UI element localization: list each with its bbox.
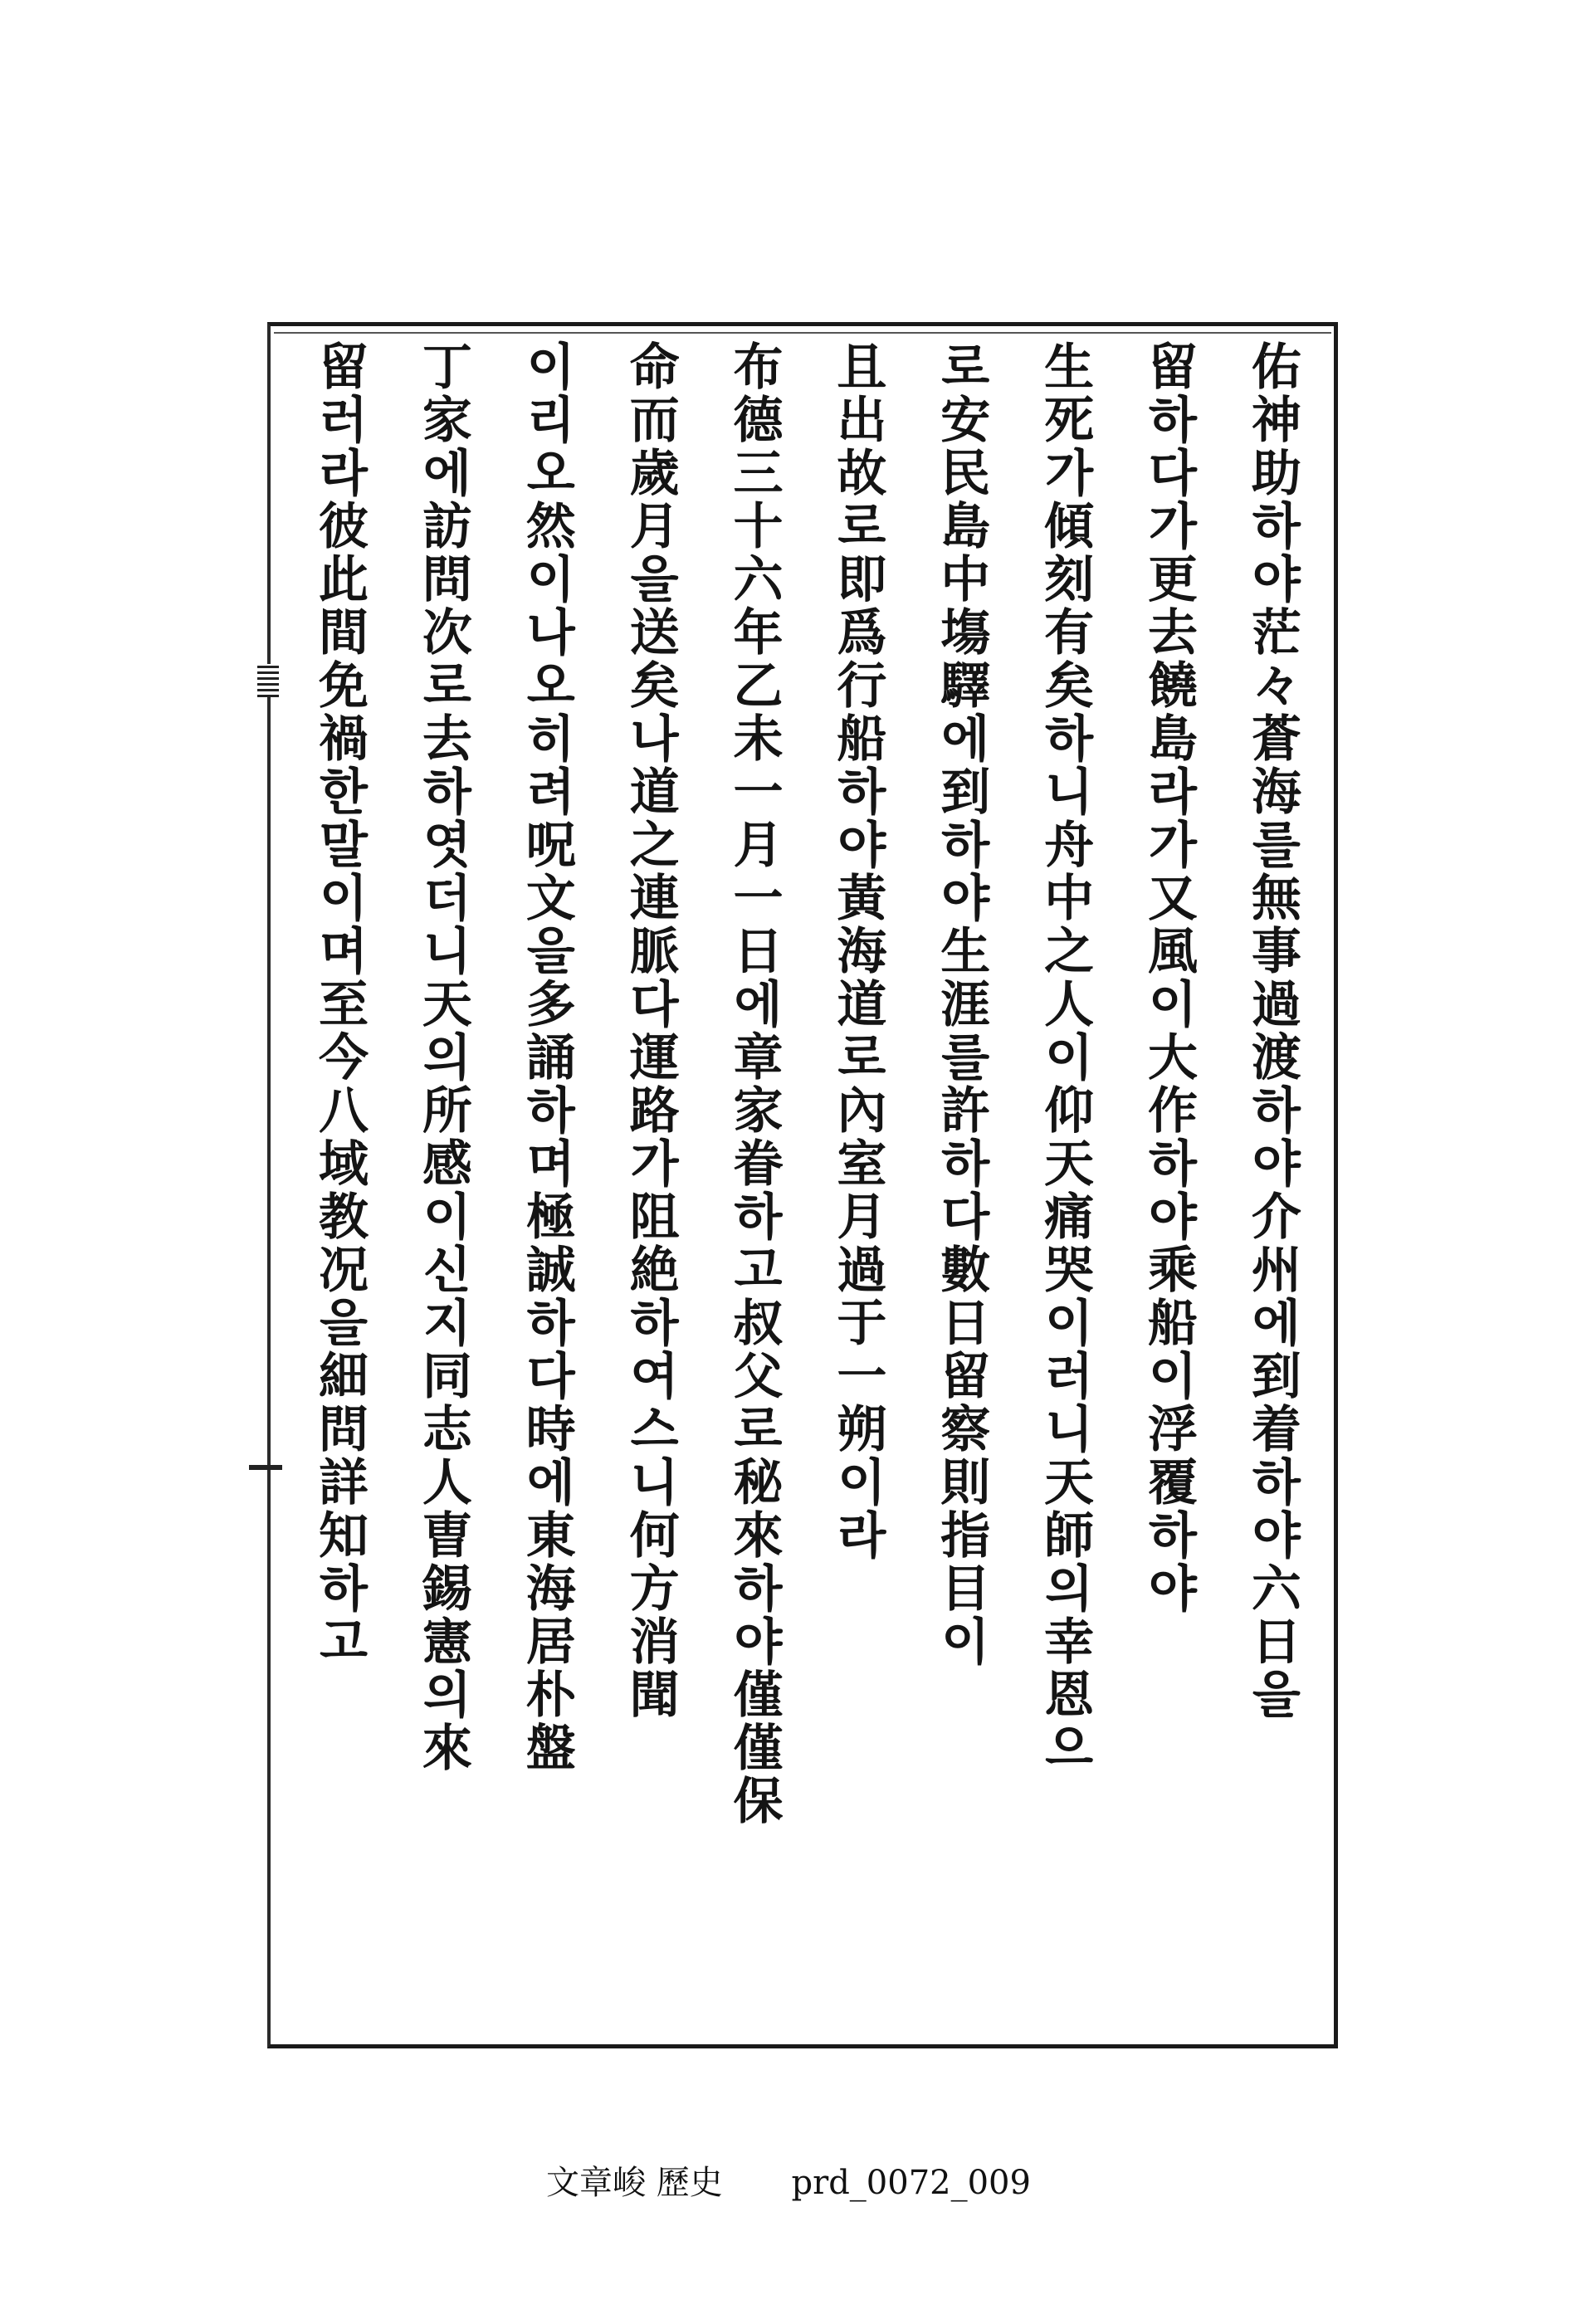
text-column: 留하다가更去饒島라가又風이大作하야乘船이浮覆하야 bbox=[1140, 340, 1198, 1615]
text-column: 命而歲月을送矣나道之連脈다運路가阻絶하여스니何方消聞 bbox=[621, 340, 680, 1721]
binding-mark bbox=[257, 664, 279, 697]
text-column: 生死가傾刻有矣하니舟中之人이仰天痛哭이러니天師의幸恩으 bbox=[1036, 340, 1095, 1775]
manuscript-text bbox=[282, 340, 1330, 2042]
frame-inner-rule bbox=[274, 332, 1331, 334]
footer-code: prd_0072_009 bbox=[791, 2164, 1031, 2202]
text-column: 丁家에訪問次로去하엿더니天의所感이신지同志人曺錫憲의來 bbox=[413, 340, 472, 1775]
text-column: 로安民島中塲驛에到하야生涯를許하다數日留察則指目이 bbox=[932, 340, 991, 1668]
footer-title: 文章峻 歷史 bbox=[546, 2164, 723, 2202]
text-column: 留러라彼此間免禍한말이며至今八域教况을細問詳知하고 bbox=[310, 340, 369, 1668]
text-column: 이리오然이나오히려呪文을多誦하며極誠하다時에東海居朴盤 bbox=[517, 340, 576, 1775]
text-column: 布德三十六年乙未一月一日에章家眷하고叔父로秘來하야僅僅保 bbox=[725, 340, 784, 1828]
text-column: 佑神助하야茫々蒼海를無事過渡하야介州에到着하야六日을 bbox=[1243, 340, 1301, 1721]
text-column: 且出故로即爲行船하야黃海道로內室月過于一朔이라 bbox=[828, 340, 887, 1562]
binding-mark bbox=[249, 1465, 282, 1470]
page-footer bbox=[0, 2156, 1577, 2204]
